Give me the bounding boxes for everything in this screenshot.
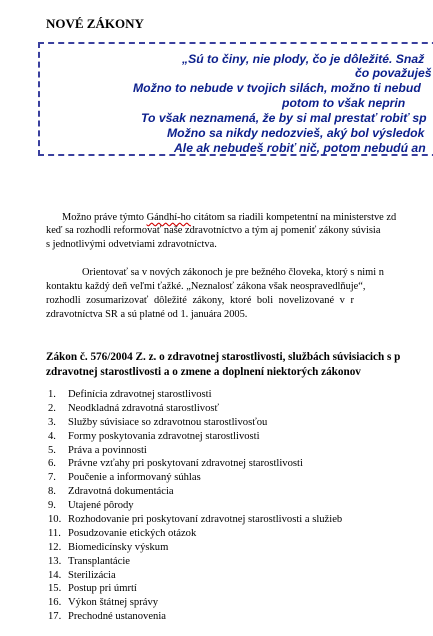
list-text: Formy poskytovania zdravotnej starostlivosti — [68, 430, 260, 442]
list-number: 13. — [48, 555, 62, 567]
quote-line: „Sú to činy, nie plody, čo je dôležité. Snaž — [182, 52, 425, 66]
list-number: 8. — [48, 486, 56, 498]
paragraph-2-line-2: kontaktu každý deň veľmi ťažké. „Neznalosť zákona však neospravedlňuje“, — [46, 281, 366, 292]
section-title-line-2: zdravotnej starostlivosti a o zmene a doplnení niektorých zákonov — [46, 366, 361, 378]
list-item — [48, 555, 342, 569]
list-item — [48, 541, 342, 555]
list-item — [48, 527, 342, 541]
list-text: Zdravotná dokumentácia — [68, 486, 174, 498]
list-number: 11. — [48, 527, 61, 539]
list-number: 3. — [48, 416, 56, 428]
list-number: 14. — [48, 569, 62, 581]
quote-line: Ale ak nebudeš robiť nič, potom nebudú an — [174, 141, 426, 155]
text-run: Možno práve týmto — [62, 212, 147, 223]
list-item — [48, 471, 342, 485]
quote-line: To však neznamená, že by si mal prestať robiť sp — [141, 111, 427, 125]
list-text: Sterilizácia — [68, 569, 116, 581]
list-item — [48, 596, 342, 610]
paragraph-1-line-3: s jednotlivými odvetviami zdravotníctva. — [46, 239, 217, 250]
list-item — [48, 416, 342, 430]
section-title-line-1: Zákon č. 576/2004 Z. z. o zdravotnej starostlivosti, službách súvisiacich s p — [46, 351, 401, 363]
list-text: Rozhodovanie pri poskytovaní zdravotnej starostlivosti a služieb — [68, 514, 343, 526]
list-number: 1. — [48, 389, 56, 400]
toc-list — [48, 388, 342, 624]
list-text: Služby súvisiace so zdravotnou starostlivosťou — [68, 416, 268, 428]
list-text: Výkon štátnej správy — [68, 597, 159, 609]
list-number: 4. — [48, 430, 56, 442]
quote-line: Možno to nebude v tvojich silách, možno ti nebud — [133, 81, 421, 95]
list-text: Definícia zdravotnej starostlivosti — [68, 389, 212, 400]
list-number: 5. — [48, 444, 56, 456]
list-number: 6. — [48, 458, 56, 470]
paragraph-2-line-4: zdravotníctva SR a sú platné od 1. januára 2005. — [46, 309, 248, 320]
quote-line: potom to však neprin — [282, 96, 406, 110]
list-item — [48, 610, 342, 624]
list-text: Práva a povinnosti — [68, 444, 147, 456]
spellcheck-word: Gándhí-ho — [146, 212, 192, 223]
quote-line: čo považuješ — [355, 66, 432, 80]
paragraph-1-line-2: keď sa rozhodli reformovať naše zdravotníctvo a tým aj pomeniť zákony súvisia — [46, 225, 381, 236]
list-item — [48, 569, 342, 583]
list-text: Prechodné ustanovenia — [68, 611, 166, 623]
list-text: Biomedicínsky výskum — [68, 541, 169, 553]
list-text: Poučenie a informovaný súhlas — [68, 472, 201, 484]
list-number: 15. — [48, 583, 62, 595]
list-text: Postup pri úmrtí — [68, 583, 137, 595]
text-run: citátom sa riadili kompetentní na ministerstve zd — [191, 212, 397, 223]
list-number: 10. — [48, 514, 62, 526]
list-text: Neodkladná zdravotná starostlivosť — [68, 402, 220, 414]
paragraph-2-line-1: Orientovať sa v nových zákonoch je pre bežného človeka, ktorý s nimi n — [82, 267, 384, 278]
list-number: 12. — [48, 541, 62, 553]
list-number: 7. — [48, 472, 56, 484]
list-item — [48, 582, 342, 596]
quote-line: Možno sa nikdy nedozvieš, aký bol výsledok — [167, 126, 425, 140]
list-number: 16. — [48, 597, 62, 609]
list-item — [48, 513, 342, 527]
list-number: 2. — [48, 402, 56, 414]
quote-box — [38, 42, 433, 156]
document-heading: NOVÉ ZÁKONY — [46, 16, 144, 31]
list-text: Posudzovanie etických otázok — [68, 527, 197, 539]
paragraph-1-line-1 — [62, 211, 396, 224]
list-item — [48, 388, 342, 402]
list-item — [48, 499, 342, 513]
list-number: 17. — [48, 611, 62, 623]
list-item — [48, 444, 342, 458]
list-number: 9. — [48, 500, 56, 512]
list-text: Utajené pôrody — [68, 500, 134, 512]
list-item — [48, 457, 342, 471]
list-item — [48, 485, 342, 499]
list-item — [48, 430, 342, 444]
list-item — [48, 402, 342, 416]
paragraph-2-line-3: rozhodli zosumarizovať dôležité zákony, ktoré boli novelizované v r — [46, 295, 354, 306]
list-text: Transplantácie — [68, 555, 130, 567]
list-text: Právne vzťahy pri poskytovaní zdravotnej starostlivosti — [68, 458, 303, 470]
